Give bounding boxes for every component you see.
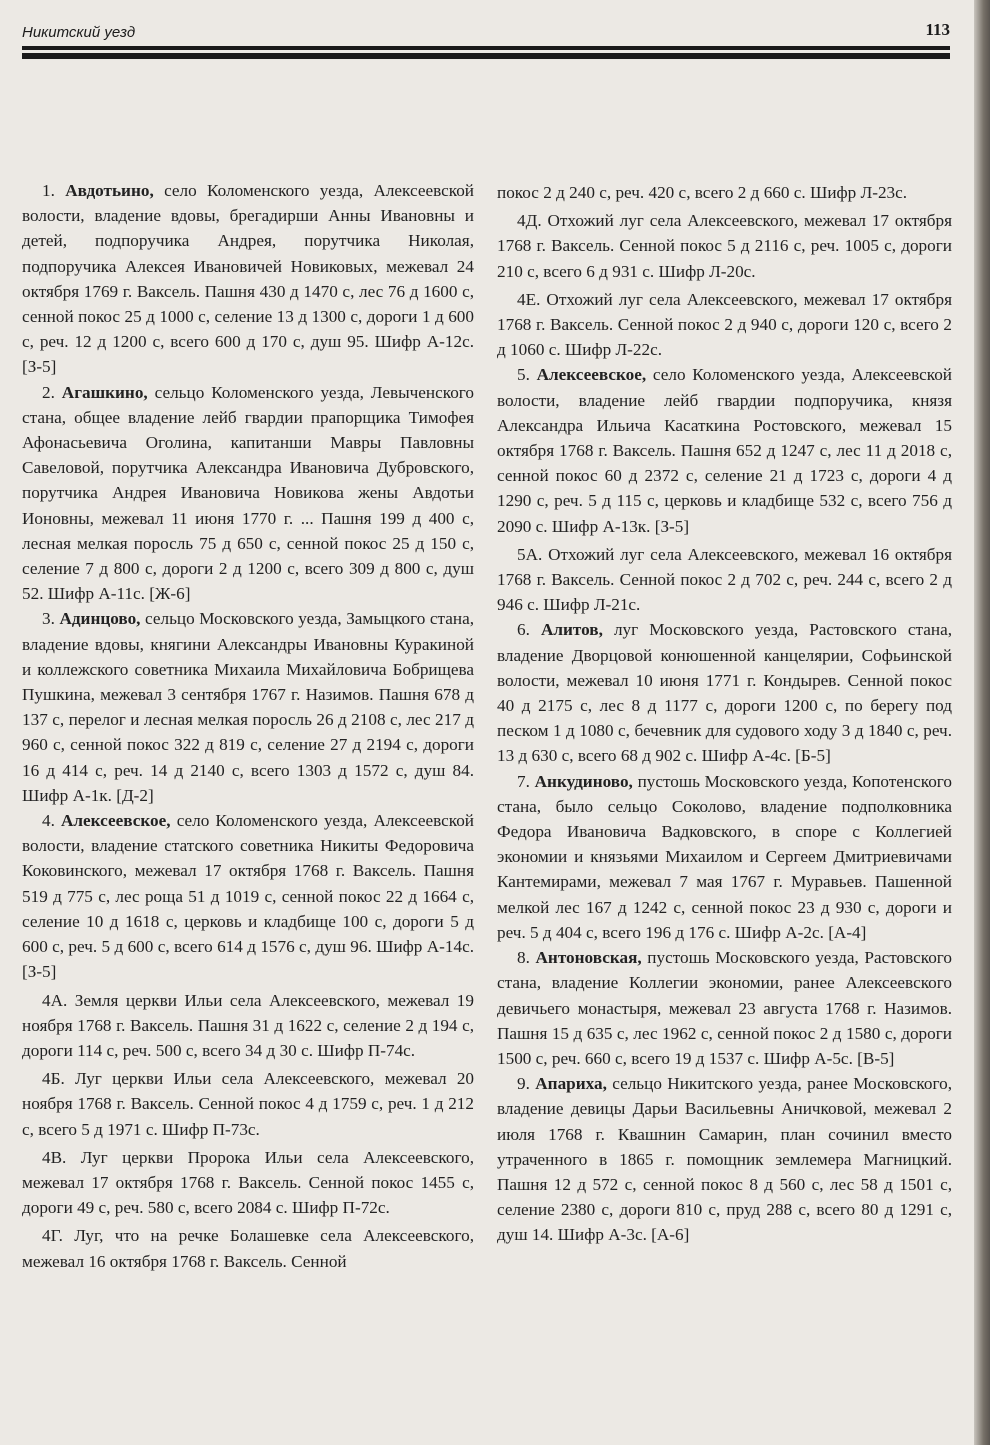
entry-number: 4. [42,811,55,831]
entry-text: сельцо Московского уезда, Замыцкого стана, владение вдовы, княгини Александры Ивановны Куракиной и коллежского советника Михаила Михайловича Бобрищева Пушкина, межевал 3 сентября 1767 г. Назимов. Пашня 678 д 137 с, перелог и лесная мелкая поросль 26 д 2108 с, лес 217 д 960 с, сенной покос 322 д 819 с, селение 27 д 2194 с, дороги 16 д 414 с, реч. 14 д 2140 с, всего 1303 д 1572 с, душ 84. Шифр А-1к. [Д-2] [22,609,474,805]
entry-e7 [497,769,952,945]
header-rule-thin [22,46,950,50]
entry-number: 4Б. [42,1069,65,1089]
entry-place-name: Апариха, [535,1074,607,1094]
entry-text: Земля церкви Ильи села Алексеевского, межевал 19 ноября 1768 г. Ваксель. Пашня 31 д 1622 с, селение 2 д 194 с, дороги 114 с, реч. 500 с, всего 34 д 30 с. Шифр П-74с. [22,990,474,1060]
entry-place-name: Алексеевское, [61,811,171,831]
entry-e4b [22,1066,474,1142]
entry-number: 4Д. [517,211,542,231]
entry-e6 [497,617,952,768]
entry-number: 2. [42,382,55,402]
entry-place-name: Адинцово, [59,609,141,629]
entry-text: Отхожий луг села Алексеевского, межевал 16 октября 1768 г. Ваксель. Сенной покос 2 д 702 с, реч. 244 с, всего 2 д 946 с. Шифр Л-21с. [497,544,953,615]
left-column [22,178,474,1274]
continued-text: покос 2 д 240 с, реч. 420 с, всего 2 д 660 с. Шифр Л-23с. [497,183,908,202]
entry-number: 5А. [517,544,543,564]
right-column [497,180,952,1248]
entry-text: Отхожий луг села Алексеевского, межевал 17 октября 1768 г. Ваксель. Сенной покос 2 д 940 с, дороги 120 с, всего 2 д 1060 с. Шифр Л-22с. [497,289,953,360]
entry-text: пустошь Московского уезда, Растовского стана, владение Коллегии экономии, ранее Алексеевского девичьего монастыря, межевал 23 августа 1768 г. Назимов. Пашня 15 д 635 с, лес 1962 с, сенной покос 2 д 1580 с, дороги 1500 с, реч. 660 с, всего 19 д 1537 с. Шифр А-5с. [В-5] [497,948,953,1068]
entry-place-name: Анкудиново, [534,771,633,791]
entry-number: 5. [517,365,530,385]
entry-e4 [22,808,474,984]
entry-number: 4Г. [42,1226,63,1246]
entry-text: село Коломенского уезда, Алексеевской волости, владение лейб гвардии подпоручика, князя Александра Ильича Касаткина Ростовского, межевал 15 октября 1768 г. Ваксель. Пашня 652 д 1247 с, лес 11 д 2018 с, сенной покос 60 д 2372 с, селение 21 д 1723 с, дороги 4 д 1290 с, реч. 5 д 115 с, церковь и кладбище 532 с, всего 756 д 2090 с. Шифр А-13к. [З-5] [497,365,953,536]
entry-e2 [22,380,474,607]
entry-number: 4А. [42,990,68,1010]
entry-e4g [22,1223,474,1273]
entry-number: 4В. [42,1147,67,1167]
entry-text: Отхожий луг села Алексеевского, межевал 17 октября 1768 г. Ваксель. Сенной покос 5 д 2116 с, реч. 1005 с, дороги 210 с, всего 6 д 931 с. Шифр Л-20с. [497,211,953,281]
entry-number: 3. [42,609,55,629]
entry-place-name: Антоновская, [535,948,642,968]
entry-number: 7. [517,771,530,791]
entry-text: село Коломенского уезда, Алексеевской волости, владение статского советника Никиты Федоровича Коковинского, межевал 17 октября 1768 г. Ваксель. Пашня 519 д 775 с, лес роща 51 д 1019 с, сенной покос 22 д 1664 с, селение 10 д 1618 с, церковь и кладбище 100 с, дороги 5 д 600 с, реч. 5 д 600 с, всего 614 д 1576 с, душ 96. Шифр А-14с. [З-5] [22,811,474,982]
entry-text: село Коломенского уезда, Алексеевской волости, владение вдовы, брегадирши Анны Ивановны и детей, подпоручика Андрея, порутчика Николая, подпоручика Алексея Ивановичей Новиковых, межевал 24 октября 1769 г. Ваксель. Пашня 430 д 1470 с, лес 76 д 1600 с, сенной покос 25 д 1000 с, селение 13 д 1300 с, дороги 1 д 600 с, реч. 12 д 1200 с, всего 600 д 170 с, душ 95. Шифр А-12с. [З-5] [22,181,474,377]
running-title: Никитский уезд [22,24,136,41]
entry-e5a [497,542,952,618]
entry-e1 [22,178,474,380]
entry-e8 [497,945,952,1071]
entry-number: 8. [517,948,530,968]
entry-e9 [497,1071,952,1247]
page-gutter [974,0,990,1445]
entry-e4v [22,1145,474,1221]
entry-number: 6. [517,620,530,640]
entry-text: пустошь Московского уезда, Копотенского стана, было сельцо Соколово, владение подполковника Федора Ивановича Вадковского, в споре с Коллегией экономии и князьями Михаилом и Сергеем Дмитриевичами Кантемирами, межевал 7 мая 1767 г. Муравьев. Пашенной мелкой лес 167 д 1242 с, сенной покос 23 д 930 с, дороги и реч. 5 д 404 с, всего 196 д 176 с. Шифр А-2с. [А-4] [497,771,953,942]
entry-e3 [22,606,474,808]
entry-number: 1. [42,181,55,200]
entry-number: 4Е. [517,289,541,309]
entry-text: луг Московского уезда, Растовского стана, владение Дворцовой конюшенной канцелярии, Софьинской волости, межевал 10 июня 1771 г. Кондырев. Сенной покос 40 д 2175 с, лес 8 д 1177 с, дороги 1200 с, по берегу под песком 1 д 1080 с, бечевник для судового ходу 3 д 1840 с, реч. 13 д 630 с, всего 68 д 902 с. Шифр А-4с. [Б-5] [497,620,952,766]
header-rule-thick [22,53,950,59]
entry-place-name: Алексеевское, [536,365,647,385]
entry-place-name: Алитов, [540,620,603,640]
entry-text: Луг церкви Пророка Ильи села Алексеевского, межевал 17 октября 1768 г. Ваксель. Сенной покос 1455 с, дороги 49 с, реч. 580 с, всего 2084 с. Шифр П-72с. [22,1147,474,1218]
entry-place-name: Авдотьино, [65,181,154,200]
running-header [22,18,950,48]
entry-text: сельцо Коломенского уезда, Левыченского стана, общее владение лейб гвардии прапорщика Тимофея Афонасьевича Оголина, капитанши Мавры Павловны Савеловой, порутчика Александра Ивановича Дубровского, порутчика Андрея Ивановича Новикова жены Авдотьи Ионовны, межевал 11 июня 1770 г. ... Пашня 199 д 400 с, лесная мелкая поросль 75 д 650 с, сенной покос 25 д 150 с, селение 7 д 800 с, дороги 2 д 1200 с, всего 309 д 800 с, душ 52. Шифр А-11с. [Ж-6] [22,382,475,604]
entry-number: 9. [517,1074,530,1094]
entry-text: Луг церкви Ильи села Алексеевского, межевал 20 ноября 1768 г. Ваксель. Сенной покос 4 д 1759 с, реч. 1 д 212 с, всего 5 д 1971 с. Шифр П-73с. [22,1069,475,1139]
entry-e4d [497,208,952,284]
entry-e4e [497,287,952,363]
entry-text: сельцо Никитского уезда, ранее Московского, владение девицы Дарьи Васильевны Аничковой, межевал 2 июля 1768 г. Квашнин Самарин, план сочинил вместо утраченного в 1865 г. помощник землемера Магницкий. Пашня 12 д 572 с, сенной покос 8 д 560 с, лес 58 д 1501 с, селение 2380 с, дороги 810 с, пруд 288 с, всего 80 д 1291 с, душ 14. Шифр А-3с. [А-6] [497,1074,952,1245]
entry-e5 [497,362,952,538]
entry-place-name: Агашкино, [61,382,148,402]
entry-e4a [22,988,474,1064]
entry-text: Луг, что на речке Болашевке села Алексеевского, межевал 16 октября 1768 г. Ваксель. Сенной [22,1226,475,1271]
page-number: 113 [925,20,950,39]
